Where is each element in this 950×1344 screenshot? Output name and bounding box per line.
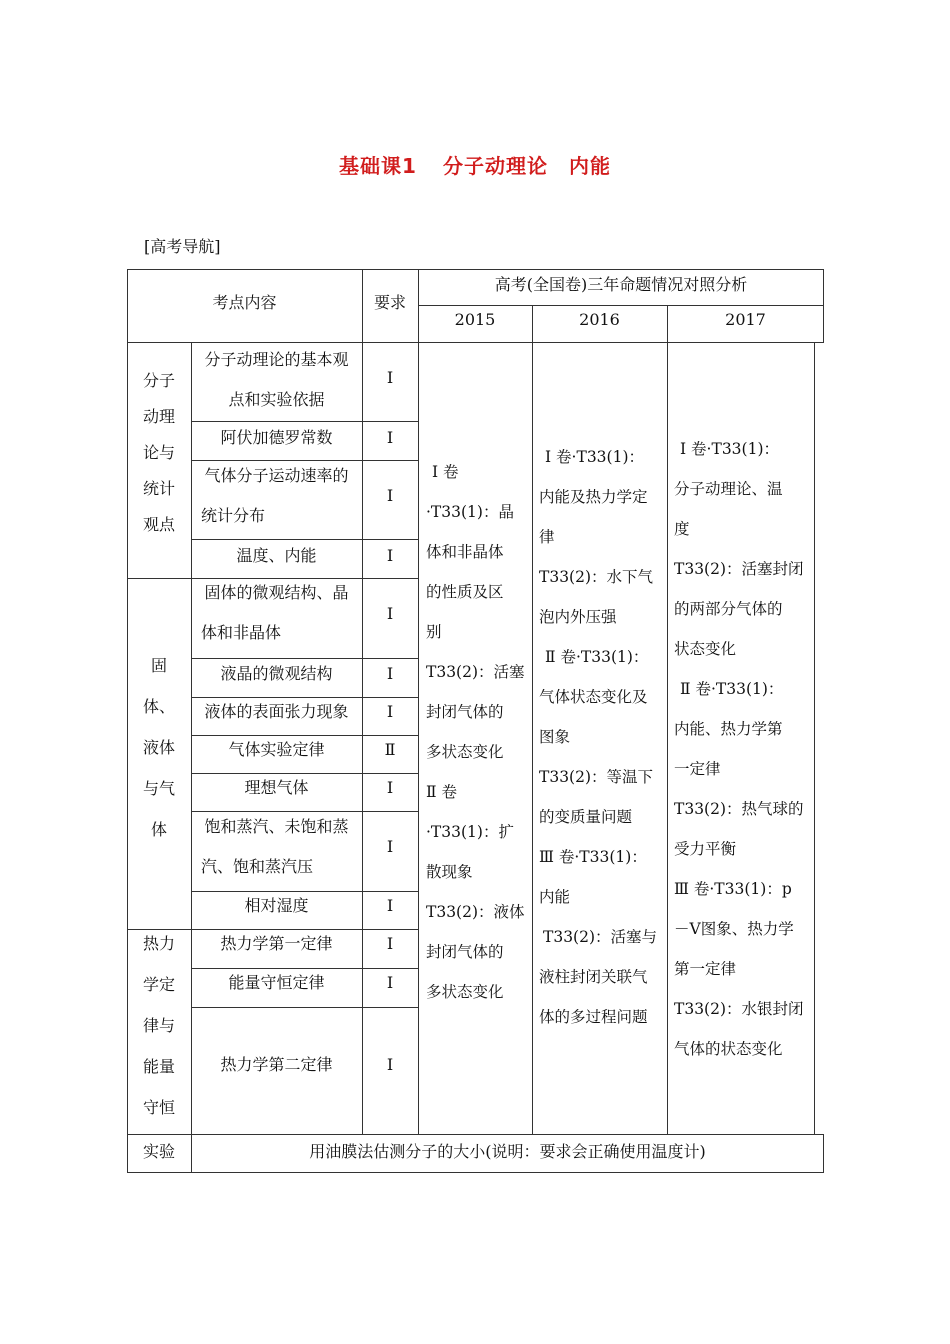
requirement-level: Ⅰ	[386, 428, 394, 447]
topic-line: 理想气体	[244, 778, 309, 797]
section-label: [高考导航]	[144, 237, 221, 256]
topic-cell	[191, 730, 362, 770]
group-solid-liquid-gas	[127, 645, 191, 850]
topic-line: 固体的微观结构、晶	[204, 583, 349, 602]
analysis-line: 图象	[539, 728, 571, 746]
analysis-2017	[674, 429, 814, 1069]
group-line: 液体	[142, 738, 175, 757]
topic-line: 统计分布	[201, 506, 266, 525]
experiment-label: 实验	[142, 1142, 175, 1161]
analysis-line: 一定律	[674, 760, 721, 778]
requirement-level: Ⅰ	[386, 934, 394, 953]
analysis-line: T33(2)：水银封闭	[674, 1000, 804, 1018]
analysis-line: 别	[426, 623, 442, 641]
topic-line: 能量守恒定律	[228, 973, 325, 992]
topic-cell	[191, 1045, 362, 1085]
group-line: 固	[150, 656, 167, 675]
group-line: 律与	[142, 1016, 175, 1035]
analysis-line: ·T33(1)：晶	[426, 503, 514, 521]
requirement-level: Ⅰ	[386, 896, 394, 915]
group-line: 观点	[142, 515, 175, 534]
requirement-level: Ⅰ	[386, 778, 394, 797]
topic-cell	[191, 807, 362, 887]
group-line: 体	[150, 820, 167, 839]
header-year-2015: 2015	[454, 310, 496, 329]
analysis-line: 散现象	[426, 863, 473, 881]
topic-line: 汽、饱和蒸汽压	[201, 857, 314, 876]
analysis-line: Ⅲ 卷·T33(1)：p	[674, 880, 792, 898]
requirement-level: Ⅰ	[386, 486, 394, 505]
group-line: 学定	[142, 975, 175, 994]
requirement-level: Ⅰ	[386, 702, 394, 721]
requirement-level: Ⅰ	[386, 837, 394, 856]
topic-line: 相对湿度	[244, 896, 309, 915]
requirement-level: Ⅱ	[384, 740, 396, 759]
topic-cell	[191, 886, 362, 926]
analysis-line: 的变质量问题	[539, 808, 633, 826]
analysis-line: 第一定律	[674, 960, 737, 978]
analysis-line: T33(2)：液体	[426, 903, 525, 921]
analysis-line: T33(2)：活塞	[426, 663, 525, 681]
analysis-line: T33(2)：活塞封闭	[674, 560, 804, 578]
group-line: 与气	[142, 779, 175, 798]
analysis-line: －V图象、热力学	[674, 920, 794, 938]
topic-cell	[191, 340, 362, 420]
analysis-line: Ⅱ 卷·T33(1)：	[680, 680, 784, 698]
analysis-line: Ⅰ 卷·T33(1)：	[545, 448, 644, 466]
experiment-content: 用油膜法估测分子的大小(说明：要求会正确使用温度计)	[309, 1142, 706, 1161]
group-molecular-theory	[127, 363, 191, 543]
topic-line: 温度、内能	[236, 546, 317, 565]
analysis-line: 内能及热力学定	[539, 488, 648, 506]
analysis-line: Ⅰ 卷·T33(1)：	[680, 440, 779, 458]
group-line: 分子	[142, 371, 175, 390]
requirement-level: Ⅰ	[386, 546, 394, 565]
analysis-line: 状态变化	[674, 640, 737, 658]
topic-cell	[191, 456, 362, 536]
topic-cell	[191, 924, 362, 964]
group-line: 动理	[142, 407, 175, 426]
topic-line: 气体实验定律	[228, 740, 325, 759]
group-line: 统计	[142, 479, 175, 498]
topic-cell	[191, 418, 362, 458]
analysis-line: 分子动理论、温	[674, 480, 783, 498]
analysis-line: Ⅲ 卷·T33(1)：	[539, 848, 647, 866]
group-line: 论与	[142, 443, 175, 462]
requirement-level: Ⅰ	[386, 604, 394, 623]
topic-cell	[191, 536, 362, 576]
topic-line: 体和非晶体	[201, 623, 282, 642]
topic-cell	[191, 768, 362, 808]
analysis-line: 气体状态变化及	[539, 688, 648, 706]
analysis-line: Ⅰ 卷	[432, 463, 459, 481]
requirement-level: Ⅰ	[386, 664, 394, 683]
topic-line: 阿伏加德罗常数	[220, 428, 333, 447]
topic-label: 分子动理论 内能	[442, 154, 611, 178]
analysis-line: 内能	[539, 888, 571, 906]
header-year-2017: 2017	[725, 310, 766, 329]
analysis-line: 律	[539, 528, 555, 546]
topic-cell	[191, 692, 362, 732]
analysis-line: 多状态变化	[426, 983, 504, 1001]
analysis-2016	[539, 437, 663, 1037]
analysis-line: 度	[674, 520, 690, 538]
header-analysis: 高考(全国卷)三年命题情况对照分析	[494, 275, 748, 294]
analysis-line: 液柱封闭关联气	[539, 968, 648, 986]
analysis-line: 的性质及区	[426, 583, 504, 601]
analysis-line: 的两部分气体的	[674, 600, 783, 618]
analysis-2015	[426, 452, 528, 1012]
analysis-line: 内能、热力学第	[674, 720, 783, 738]
analysis-line: Ⅱ 卷·T33(1)：	[545, 648, 649, 666]
group-line: 能量	[142, 1057, 175, 1076]
analysis-line: 封闭气体的	[426, 943, 504, 961]
topic-line: 液体的表面张力现象	[204, 702, 349, 721]
requirement-level: Ⅰ	[386, 368, 394, 387]
requirement-level: Ⅰ	[386, 1055, 394, 1074]
course-label: 基础课1	[339, 154, 417, 178]
topic-line: 分子动理论的基本观	[204, 350, 349, 369]
topic-line: 液晶的微观结构	[220, 664, 333, 683]
header-requirement: 要求	[373, 293, 406, 312]
topic-line: 热力学第一定律	[220, 934, 333, 953]
analysis-line: 泡内外压强	[539, 608, 617, 626]
topic-cell	[191, 654, 362, 694]
analysis-line: Ⅱ 卷	[426, 783, 457, 801]
analysis-line: T33(2)：等温下	[539, 768, 654, 786]
analysis-line: 封闭气体的	[426, 703, 504, 721]
topic-line: 点和实验依据	[228, 390, 325, 409]
topic-cell	[191, 573, 362, 653]
analysis-line: T33(2)：水下气	[539, 568, 654, 586]
topic-line: 热力学第二定律	[220, 1055, 333, 1074]
topic-line: 饱和蒸汽、未饱和蒸	[204, 817, 349, 836]
group-line: 热力	[142, 934, 175, 953]
group-thermodynamics	[127, 923, 191, 1128]
topic-line: 气体分子运动速率的	[204, 466, 349, 485]
analysis-line: 气体的状态变化	[674, 1040, 783, 1058]
analysis-line: 体的多过程问题	[539, 1008, 648, 1026]
analysis-line: 体和非晶体	[426, 543, 504, 561]
analysis-line: T33(2)：活塞与	[543, 928, 658, 946]
header-content: 考点内容	[212, 293, 277, 312]
analysis-line: 多状态变化	[426, 743, 504, 761]
analysis-line: T33(2)：热气球的	[674, 800, 804, 818]
analysis-line: ·T33(1)：扩	[426, 823, 514, 841]
requirement-level: Ⅰ	[386, 973, 394, 992]
group-line: 体、	[142, 697, 175, 716]
group-line: 守恒	[142, 1098, 175, 1117]
analysis-line: 受力平衡	[674, 840, 737, 858]
page-title	[0, 150, 950, 179]
topic-cell	[191, 963, 362, 1003]
header-year-2016: 2016	[579, 310, 620, 329]
